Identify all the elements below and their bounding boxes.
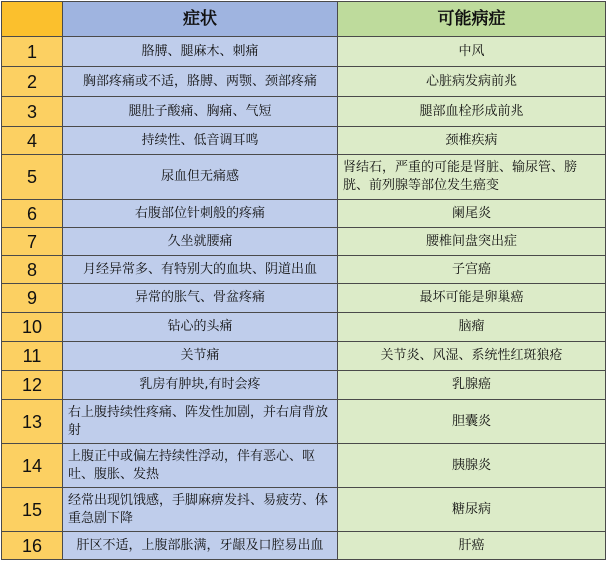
row-number: 12 (2, 371, 63, 400)
table-row (2, 67, 606, 97)
header-disease: 可能病症 (338, 2, 606, 37)
row-symptom: 尿血但无痛感 (63, 155, 338, 200)
row-symptom: 乳房有肿块,有时会疼 (63, 371, 338, 400)
table-row (2, 155, 606, 200)
table-row (2, 313, 606, 342)
row-disease: 中风 (338, 37, 606, 67)
table-row (2, 400, 606, 444)
row-number: 9 (2, 284, 63, 313)
row-disease: 阑尾炎 (338, 200, 606, 228)
table-row (2, 488, 606, 532)
row-disease: 最坏可能是卵巢癌 (338, 284, 606, 313)
row-number: 10 (2, 313, 63, 342)
row-number: 11 (2, 342, 63, 371)
row-disease: 腰椎间盘突出症 (338, 228, 606, 256)
table-row (2, 532, 606, 560)
row-number: 13 (2, 400, 63, 444)
table-row (2, 228, 606, 256)
row-symptom: 月经异常多、有特别大的血块、阴道出血 (63, 256, 338, 284)
row-number: 4 (2, 127, 63, 155)
row-disease: 糖尿病 (338, 488, 606, 532)
table-row (2, 371, 606, 400)
symptom-disease-table (1, 1, 606, 560)
row-symptom: 持续性、低音调耳鸣 (63, 127, 338, 155)
row-disease: 关节炎、风湿、系统性红斑狼疮 (338, 342, 606, 371)
row-symptom: 久坐就腰痛 (63, 228, 338, 256)
row-symptom: 右腹部位针刺般的疼痛 (63, 200, 338, 228)
table-row (2, 342, 606, 371)
header-symptom: 症状 (63, 2, 338, 37)
row-number: 14 (2, 444, 63, 488)
row-symptom: 胳膊、腿麻木、刺痛 (63, 37, 338, 67)
row-number: 2 (2, 67, 63, 97)
row-symptom: 肝区不适，上腹部胀满，牙龈及口腔易出血 (63, 532, 338, 560)
row-symptom: 钻心的头痛 (63, 313, 338, 342)
table-row (2, 37, 606, 67)
row-disease: 肾结石，严重的可能是肾脏、输尿管、膀胱、前列腺等部位发生癌变 (338, 155, 606, 200)
row-number: 8 (2, 256, 63, 284)
row-disease: 子宫癌 (338, 256, 606, 284)
row-number: 7 (2, 228, 63, 256)
row-number: 3 (2, 97, 63, 127)
row-disease: 肝癌 (338, 532, 606, 560)
row-disease: 腿部血栓形成前兆 (338, 97, 606, 127)
row-disease: 心脏病发病前兆 (338, 67, 606, 97)
header-number (2, 2, 63, 37)
row-number: 5 (2, 155, 63, 200)
row-disease: 乳腺癌 (338, 371, 606, 400)
row-symptom: 关节痛 (63, 342, 338, 371)
row-number: 16 (2, 532, 63, 560)
row-symptom: 胸部疼痛或不适，胳膊、两颚、颈部疼痛 (63, 67, 338, 97)
row-symptom: 腿肚子酸痛、胸痛、气短 (63, 97, 338, 127)
row-number: 6 (2, 200, 63, 228)
table-row (2, 97, 606, 127)
row-disease: 胆囊炎 (338, 400, 606, 444)
row-symptom: 右上腹持续性疼痛、阵发性加剧，并右肩背放射 (63, 400, 338, 444)
row-symptom: 异常的胀气、骨盆疼痛 (63, 284, 338, 313)
table-row (2, 444, 606, 488)
row-disease: 颈椎疾病 (338, 127, 606, 155)
row-disease: 胰腺炎 (338, 444, 606, 488)
row-number: 15 (2, 488, 63, 532)
header-row (2, 2, 606, 37)
row-symptom: 上腹正中或偏左持续性浮动，伴有恶心、呕吐、腹胀、发热 (63, 444, 338, 488)
table-row (2, 284, 606, 313)
table-row (2, 200, 606, 228)
row-number: 1 (2, 37, 63, 67)
row-symptom: 经常出现饥饿感，手脚麻痹发抖、易疲劳、体重急剧下降 (63, 488, 338, 532)
row-disease: 脑瘤 (338, 313, 606, 342)
table-row (2, 256, 606, 284)
table-row (2, 127, 606, 155)
